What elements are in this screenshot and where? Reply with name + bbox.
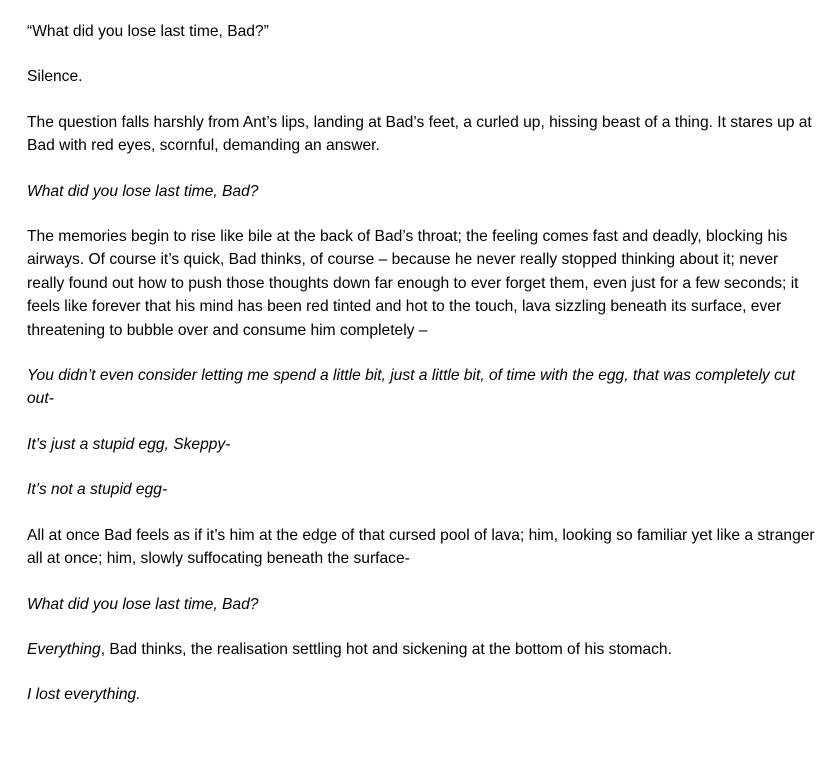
emphasis: Everything	[27, 640, 101, 658]
paragraph: Silence.	[27, 68, 83, 86]
paragraph-italic: It’s not a stupid egg-	[27, 481, 168, 499]
document-body	[27, 20, 817, 729]
paragraph: “What did you lose last time, Bad?”	[27, 23, 269, 40]
paragraph-italic: I lost everything.	[27, 686, 141, 704]
paragraph-text: , Bad thinks, the realisation settling hot and sickening at the bottom of his stomach.	[100, 640, 672, 658]
paragraph	[27, 638, 817, 661]
paragraph: All at once Bad feels as if it’s him at the edge of that cursed pool of lava; him, looking so familiar yet like a stranger all at once; him, slowly suffocating beneath the surface-	[27, 526, 815, 568]
paragraph: The memories begin to rise like bile at the back of Bad’s throat; the feeling comes fast and deadly, blocking his airways. Of course it’s quick, Bad thinks, of course – because he never really stopped thinking about it; never really found out how to push those thoughts down far enough to ever forget them, even just for a few seconds; it feels like forever that his mind has been red tinted and hot to the touch, lava sizzling beneath its surface, ever threatening to bubble over and consume him completely –	[27, 228, 799, 339]
paragraph: The question falls harshly from Ant’s lips, landing at Bad’s feet, a curled up, hissing beast of a thing. It stares up at Bad with red eyes, scornful, demanding an answer.	[27, 113, 812, 155]
paragraph-italic: What did you lose last time, Bad?	[27, 182, 259, 200]
paragraph-italic: It’s just a stupid egg, Skeppy-	[27, 435, 231, 453]
paragraph-italic: What did you lose last time, Bad?	[27, 595, 259, 613]
paragraph-italic: You didn’t even consider letting me spend a little bit, just a little bit, of time with the egg, that was completely cut out-	[27, 367, 795, 408]
